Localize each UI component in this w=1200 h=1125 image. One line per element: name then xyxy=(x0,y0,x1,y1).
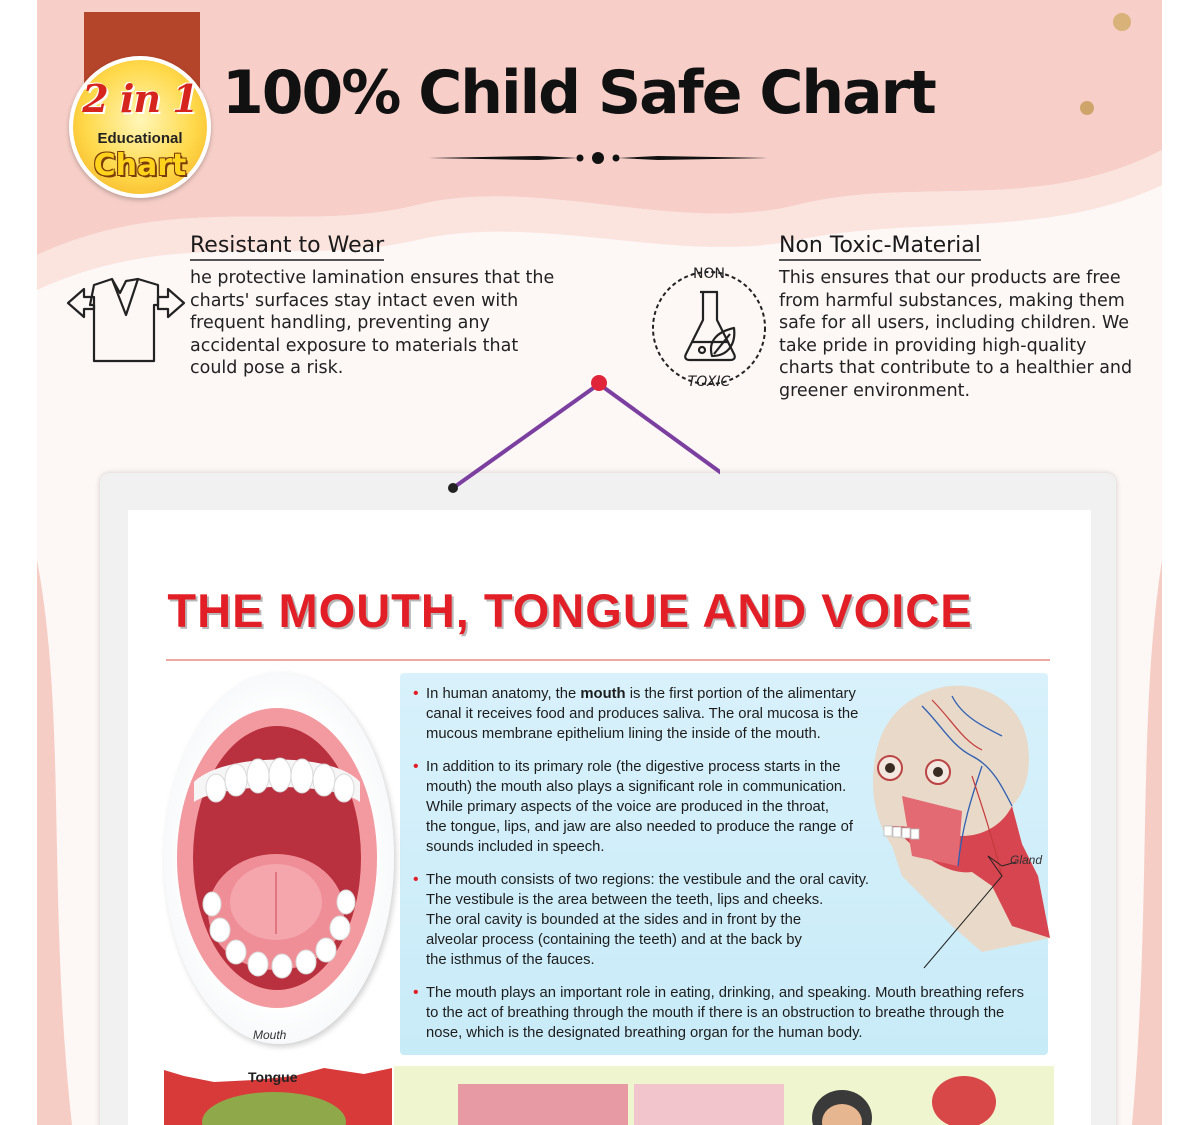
bullet-dot: • xyxy=(413,984,419,1001)
title-divider xyxy=(428,148,768,168)
text-line: The mouth plays an important role in eating, drinking, and speaking. Mouth breathing refers xyxy=(426,985,1024,1001)
text-line: This ensures that our products are free xyxy=(779,268,1121,288)
text-line: could pose a risk. xyxy=(190,358,344,379)
text-line: charts' surfaces stay intact even with xyxy=(190,290,519,311)
poster-hanger xyxy=(400,370,720,500)
open-mouth-illustration xyxy=(164,672,394,1044)
badge-middle-text: Educational xyxy=(97,130,183,147)
text-line: the tongue, lips, and jaw are also needed to produce the range of xyxy=(426,819,853,835)
chart-title-rule xyxy=(166,659,1050,661)
text-line: frequent handling, preventing any xyxy=(190,313,490,334)
text-line: The mouth consists of two regions: the vestibule and the oral cavity. xyxy=(426,872,870,888)
tongue-label: Tongue xyxy=(248,1069,298,1085)
bullet-dot: • xyxy=(413,871,419,888)
text-line: sounds included in speech. xyxy=(426,839,605,855)
text-line: greener environment. xyxy=(779,380,971,401)
text-line: alveolar process (containing the teeth) and at the back by xyxy=(426,932,802,948)
text-line: safe for all users, including children. We xyxy=(779,313,1130,334)
text-line: In human anatomy, the mouth is the first portion of the alimentary xyxy=(426,686,856,702)
feature-title-non-toxic: Non Toxic-Material xyxy=(779,233,981,261)
info-bullet xyxy=(413,870,886,970)
text-line: to the act of breathing through the mouth if there is an obstruction to breathe through the xyxy=(426,1005,1005,1021)
info-bullet xyxy=(413,684,886,744)
chart-title: THE MOUTH, TONGUE AND VOICE xyxy=(167,584,973,637)
info-bullet xyxy=(413,983,1044,1043)
text-line: from harmful substances, making them xyxy=(779,290,1125,311)
toxic-label: TOXIC xyxy=(687,374,731,390)
text-line: nose, which is the designated breathing organ for the human body. xyxy=(426,1025,863,1041)
feature-text-non-toxic xyxy=(779,267,1162,403)
text-line: While primary aspects of the voice are produced in the throat, xyxy=(426,799,830,815)
two-in-one-badge xyxy=(69,56,211,198)
feature-title-wear: Resistant to Wear xyxy=(190,233,384,261)
text-line: charts that contribute to a healthier and xyxy=(779,358,1133,379)
lower-illustrations xyxy=(164,1062,1064,1125)
torn-shirt-icon xyxy=(66,275,186,367)
bullet-dot: • xyxy=(413,758,419,775)
text-line: mucous membrane epithelium lining the inside of the mouth. xyxy=(426,726,821,742)
text-line: accidental exposure to materials that xyxy=(190,335,519,356)
badge-bottom-text: Chart xyxy=(93,148,187,183)
info-bullet xyxy=(413,757,886,857)
feature-text-wear xyxy=(190,267,568,380)
text-line: In addition to its primary role (the digestive process starts in the xyxy=(426,759,841,775)
text-line: The vestibule is the area between the teeth, lips and cheeks. xyxy=(426,892,824,908)
badge-top-text: 2 in 1 xyxy=(82,76,198,121)
page-title: 100% Child Safe Chart xyxy=(222,58,935,128)
text-line: he protective lamination ensures that the xyxy=(190,268,555,288)
head-anatomy-illustration xyxy=(862,676,1054,976)
text-line: mouth) the mouth also plays a significant role in communication. xyxy=(426,779,847,795)
bullet-dot: • xyxy=(413,685,419,702)
text-line: the isthmus of the fauces. xyxy=(426,952,595,968)
gland-label: Gland xyxy=(1010,853,1043,867)
text-line: canal it receives food and produces saliva. The oral mucosa is the xyxy=(426,706,859,722)
text-line: The oral cavity is bounded at the sides and in front by the xyxy=(426,912,802,928)
non-label: NON xyxy=(693,266,725,282)
bold-term: mouth xyxy=(580,686,626,702)
text-line: take pride in providing high-quality xyxy=(779,335,1087,356)
mouth-caption: Mouth xyxy=(253,1028,287,1042)
